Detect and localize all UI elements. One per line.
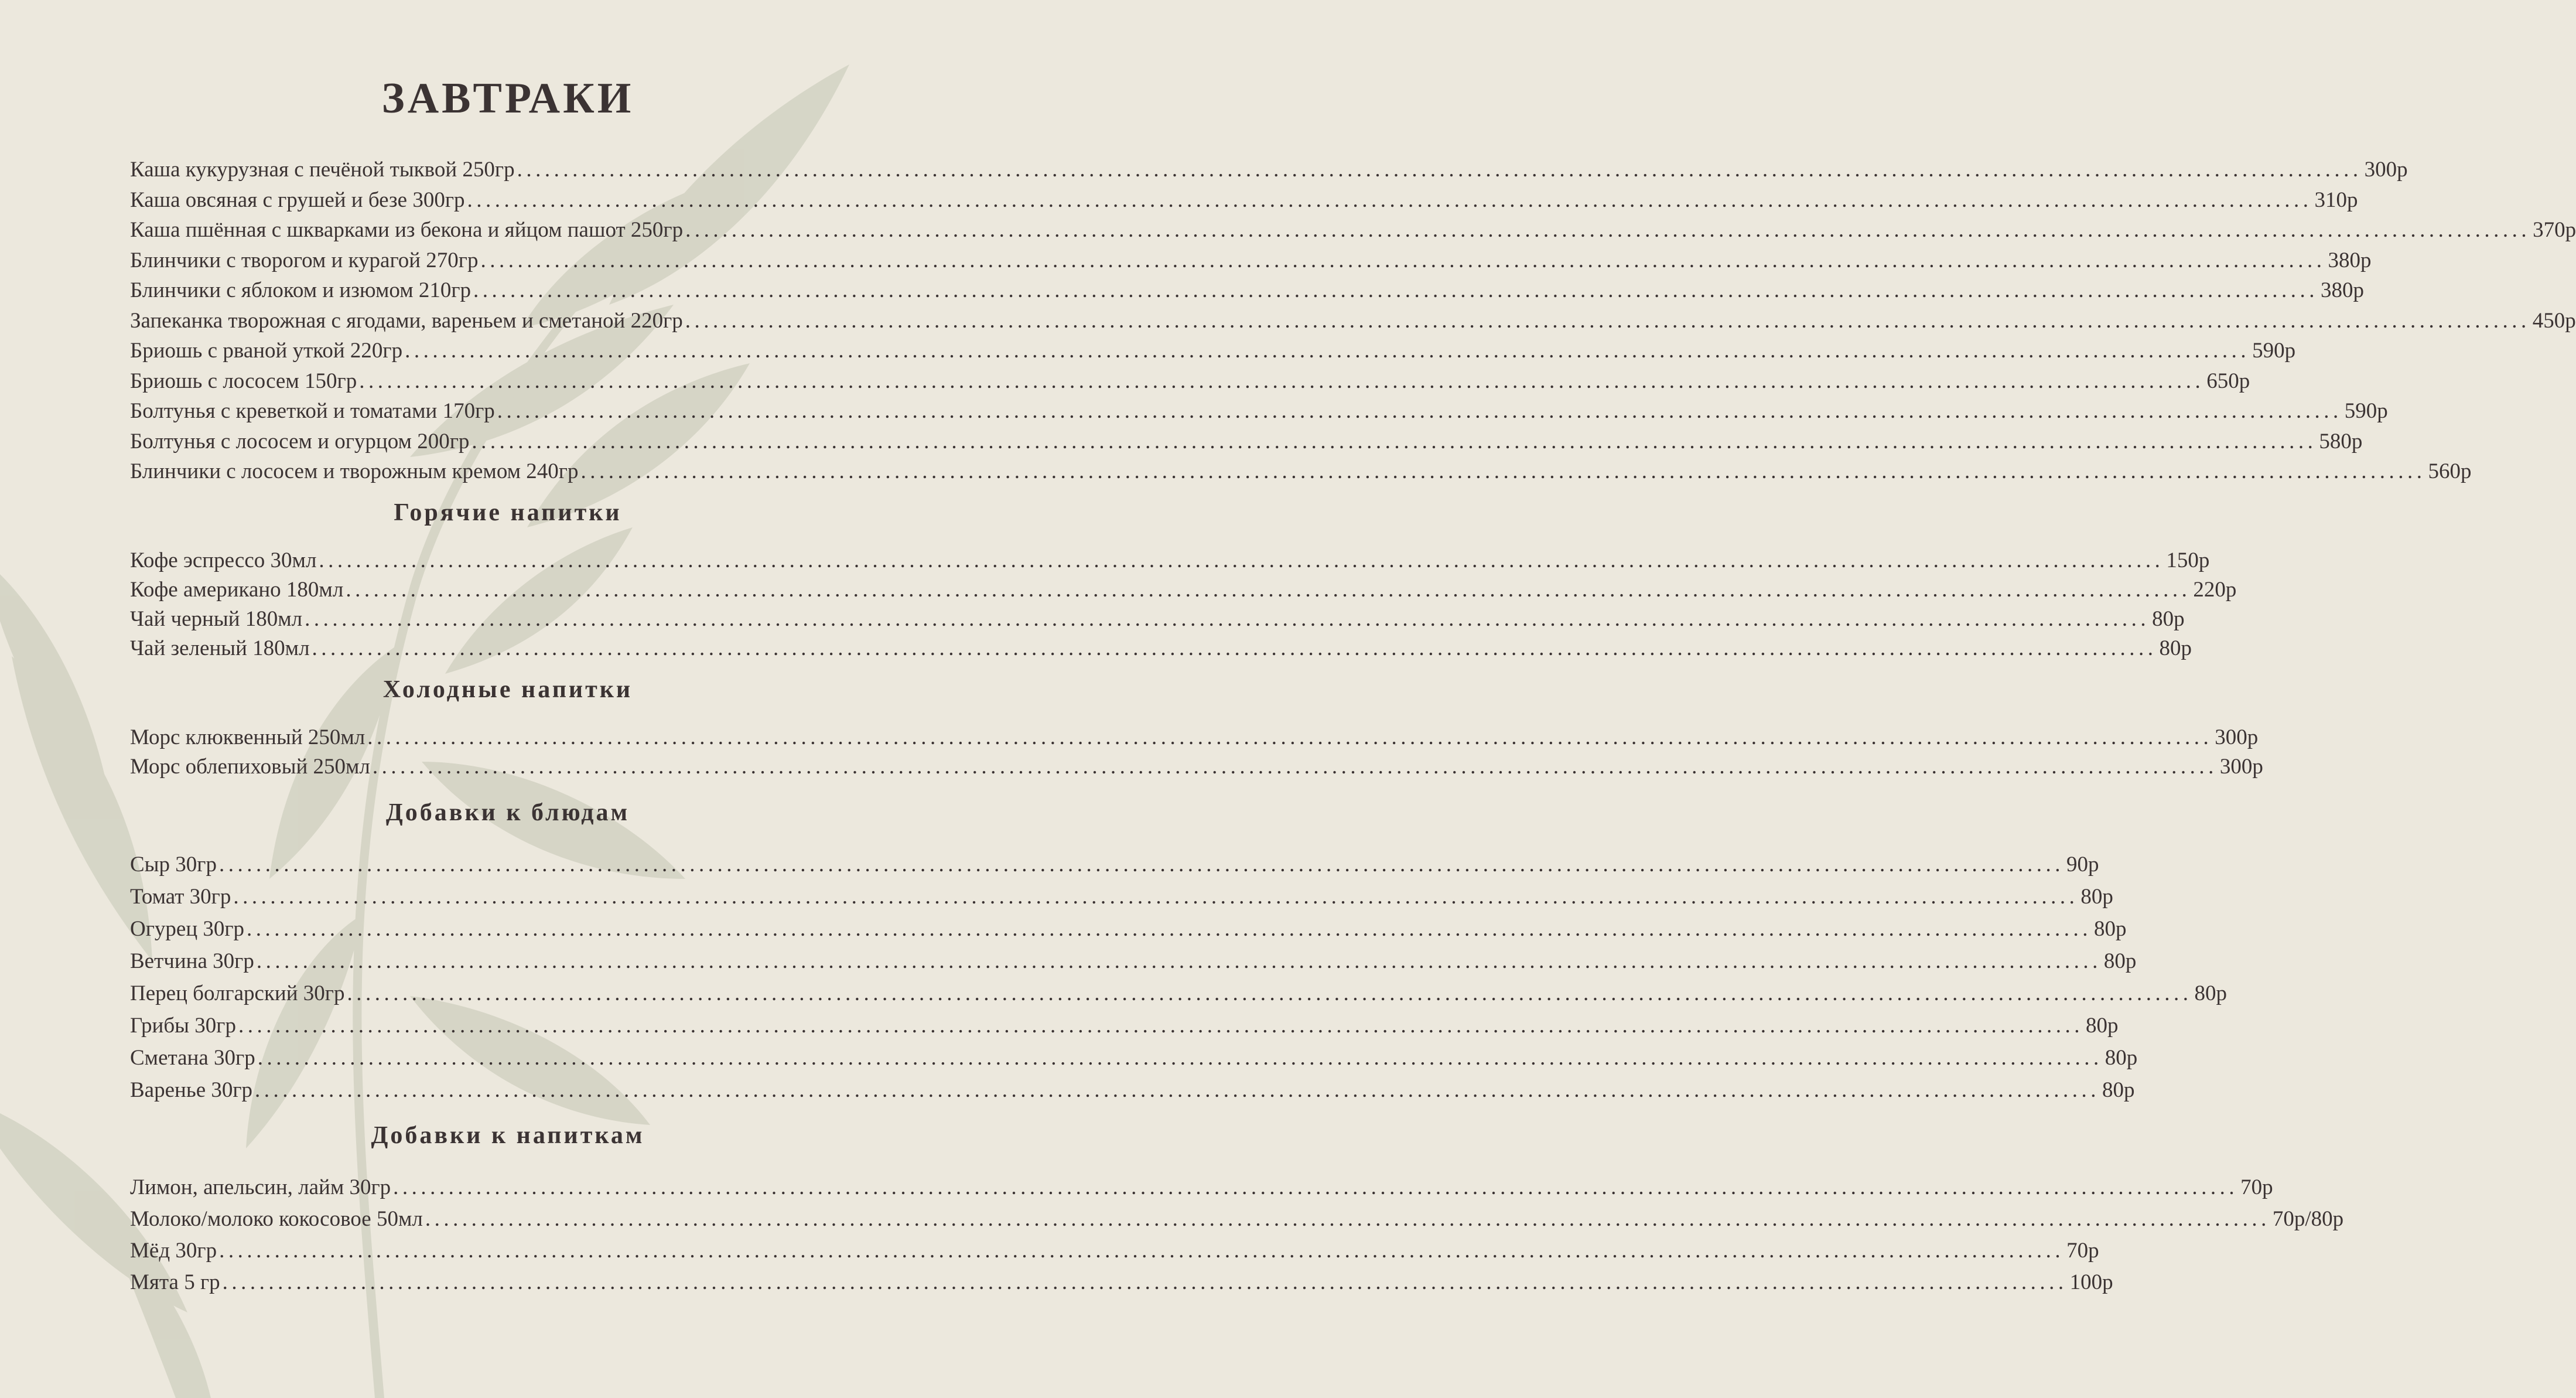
menu-item-row <box>130 913 2127 945</box>
menu-item-price: 450р <box>2532 308 2576 333</box>
menu-item-price: 650р <box>2206 369 2250 393</box>
menu-item-row <box>130 1267 2113 1298</box>
menu-item-name: Бриошь с рваной уткой 220гр <box>130 339 403 363</box>
menu-item-price: 380р <box>2321 278 2365 302</box>
menu-item-price: 100р <box>2069 1270 2113 1294</box>
menu-item-name: Чай черный 180мл <box>130 607 303 631</box>
menu-item-row <box>130 275 2365 306</box>
dot-leader: ........................................................................................................................................................................................................ <box>473 278 2319 302</box>
dot-leader: ........................................................................................................................................................................................................ <box>405 339 2250 363</box>
menu-item-name: Запеканка творожная с ягодами, вареньем и сметаной 220гр <box>130 308 683 333</box>
menu-item-row <box>130 1172 2273 1203</box>
menu-item-price: 70р <box>2066 1239 2099 1263</box>
dot-leader: ........................................................................................................................................................................................................ <box>472 429 2317 454</box>
menu-item-price: 300р <box>2364 158 2408 182</box>
menu-item-price: 370р <box>2533 218 2576 242</box>
dot-leader: ........................................................................................................................................................................................................ <box>255 1078 2100 1102</box>
menu-item-name: Каша пшённая с шкварками из бекона и яйцом пашот 250гр <box>130 218 684 242</box>
menu-item-price: 80р <box>2094 917 2127 941</box>
menu-item-name: Молоко/молоко кокосовое 50мл <box>130 1207 423 1231</box>
dot-leader: ........................................................................................................................................................................................................ <box>346 578 2191 602</box>
dot-leader: ........................................................................................................................................................................................................ <box>480 248 2326 272</box>
menu-item-price: 80р <box>2194 981 2227 1005</box>
menu-item-row <box>130 1203 2344 1235</box>
dot-leader: ........................................................................................................................................................................................................ <box>233 885 2079 909</box>
menu-item-price: 80р <box>2103 949 2137 973</box>
menu-item-name: Блинчики с творогом и курагой 270гр <box>130 248 479 272</box>
menu-item-name: Морс облепиховый 250мл <box>130 755 370 779</box>
dot-leader: ........................................................................................................................................................................................................ <box>359 369 2205 393</box>
drink-addons-list <box>130 1172 2344 1298</box>
section-title-drink-addons: Добавки к напиткам <box>371 1122 645 1149</box>
dot-leader: ........................................................................................................................................................................................................ <box>319 548 2164 572</box>
menu-item-name: Мята 5 гр <box>130 1270 220 1294</box>
menu-item-row <box>130 546 2210 575</box>
menu-item-row <box>130 185 2358 216</box>
menu-item-name: Сметана 30гр <box>130 1046 255 1070</box>
menu-item-price: 150р <box>2166 548 2210 572</box>
section-title-cold-drinks: Холодные напитки <box>382 676 633 703</box>
menu-item-row <box>130 634 2192 663</box>
dot-leader: ........................................................................................................................................................................................................ <box>685 308 2530 333</box>
menu-item-name: Кофе эспрессо 30мл <box>130 548 317 572</box>
menu-item-name: Блинчики с яблоком и изюмом 210гр <box>130 278 472 302</box>
dot-leader: ........................................................................................................................................................................................................ <box>257 1046 2103 1070</box>
menu-item-row <box>130 396 2388 427</box>
menu-item-row <box>130 605 2185 634</box>
menu-item-row <box>130 575 2237 605</box>
dot-leader: ........................................................................................................................................................................................................ <box>305 607 2150 631</box>
dot-leader: ........................................................................................................................................................................................................ <box>222 1270 2068 1294</box>
menu-item-row <box>130 977 2227 1010</box>
menu-item-row <box>130 723 2259 752</box>
menu-item-row <box>130 1010 2119 1042</box>
menu-item-row <box>130 1042 2138 1074</box>
menu-item-row <box>130 1074 2135 1106</box>
menu-item-price: 70р/80р <box>2272 1207 2344 1231</box>
page-title: ЗАВТРАКИ <box>381 74 634 122</box>
breakfast-list <box>130 155 2576 487</box>
dot-leader: ........................................................................................................................................................................................................ <box>517 158 2362 182</box>
menu-item-name: Перец болгарский 30гр <box>130 981 345 1005</box>
menu-item-price: 80р <box>2104 1046 2138 1070</box>
dot-leader: ........................................................................................................................................................................................................ <box>372 755 2218 779</box>
dot-leader: ........................................................................................................................................................................................................ <box>218 853 2064 877</box>
menu-item-price: 590р <box>2252 339 2296 363</box>
menu-item-price: 380р <box>2328 248 2372 272</box>
menu-item-row <box>130 306 2576 336</box>
menu-item-price: 310р <box>2314 187 2358 212</box>
menu-item-name: Грибы 30гр <box>130 1014 236 1038</box>
menu-item-price: 300р <box>2215 725 2259 749</box>
dot-leader: ........................................................................................................................................................................................................ <box>219 1239 2065 1263</box>
menu-item-row <box>130 427 2363 457</box>
dot-leader: ........................................................................................................................................................................................................ <box>247 917 2092 941</box>
dot-leader: ........................................................................................................................................................................................................ <box>238 1014 2083 1038</box>
menu-item-name: Томат 30гр <box>130 885 231 909</box>
menu-item-name: Кофе американо 180мл <box>130 578 344 602</box>
menu-item-name: Мёд 30гр <box>130 1239 217 1263</box>
menu-item-row <box>130 945 2137 977</box>
menu-item-price: 80р <box>2102 1078 2135 1102</box>
menu-item-price: 90р <box>2066 853 2099 877</box>
menu-item-name: Блинчики с лососем и творожным кремом 240гр <box>130 459 579 483</box>
section-title-hot-drinks: Горячие напитки <box>394 499 622 526</box>
menu-item-name: Бриошь с лососем 150гр <box>130 369 357 393</box>
menu-item-price: 580р <box>2319 429 2363 454</box>
dot-leader: ........................................................................................................................................................................................................ <box>580 459 2426 483</box>
menu-item-row <box>130 155 2408 185</box>
dot-leader: ........................................................................................................................................................................................................ <box>367 725 2213 749</box>
menu-item-name: Болтунья с креветкой и томатами 170гр <box>130 399 495 423</box>
menu-item-price: 80р <box>2159 636 2192 660</box>
dot-leader: ........................................................................................................................................................................................................ <box>425 1207 2270 1231</box>
menu-item-name: Ветчина 30гр <box>130 949 254 973</box>
menu-item-row <box>130 848 2099 881</box>
dot-leader: ........................................................................................................................................................................................................ <box>256 949 2102 973</box>
menu-item-row <box>130 1235 2099 1267</box>
menu-item-row <box>130 752 2263 782</box>
menu-item-row <box>130 366 2250 397</box>
menu-item-name: Огурец 30гр <box>130 917 245 941</box>
menu-item-price: 590р <box>2344 399 2388 423</box>
menu-item-row <box>130 881 2113 913</box>
menu-item-name: Сыр 30гр <box>130 853 217 877</box>
menu-item-name: Болтунья с лососем и огурцом 200гр <box>130 429 470 454</box>
hot-drinks-list <box>130 546 2237 663</box>
menu-item-price: 80р <box>2152 607 2185 631</box>
menu-item-name: Чай зеленый 180мл <box>130 636 310 660</box>
dot-leader: ........................................................................................................................................................................................................ <box>467 187 2312 212</box>
menu-item-price: 70р <box>2240 1175 2273 1199</box>
menu-item-name: Каша овсяная с грушей и безе 300гр <box>130 187 465 212</box>
dot-leader: ........................................................................................................................................................................................................ <box>497 399 2342 423</box>
cold-drinks-list <box>130 723 2263 782</box>
menu-item-row <box>130 456 2472 487</box>
dot-leader: ........................................................................................................................................................................................................ <box>347 981 2192 1005</box>
menu-item-row <box>130 215 2576 245</box>
menu-item-price: 300р <box>2219 755 2263 779</box>
menu-item-name: Варенье 30гр <box>130 1078 253 1102</box>
menu-item-price: 80р <box>2085 1014 2119 1038</box>
menu-item-price: 220р <box>2193 578 2237 602</box>
menu-item-name: Каша кукурузная с печёной тыквой 250гр <box>130 158 515 182</box>
dot-leader: ........................................................................................................................................................................................................ <box>312 636 2157 660</box>
dot-leader: ........................................................................................................................................................................................................ <box>685 218 2531 242</box>
menu-item-name: Морс клюквенный 250мл <box>130 725 365 749</box>
dish-addons-list <box>130 848 2227 1106</box>
menu-item-row <box>130 336 2296 366</box>
menu-item-name: Лимон, апельсин, лайм 30гр <box>130 1175 391 1199</box>
menu-item-price: 80р <box>2080 885 2113 909</box>
section-title-dish-addons: Добавки к блюдам <box>385 799 630 826</box>
menu-item-price: 560р <box>2428 459 2472 483</box>
dot-leader: ........................................................................................................................................................................................................ <box>393 1175 2239 1199</box>
menu-item-row <box>130 245 2372 276</box>
